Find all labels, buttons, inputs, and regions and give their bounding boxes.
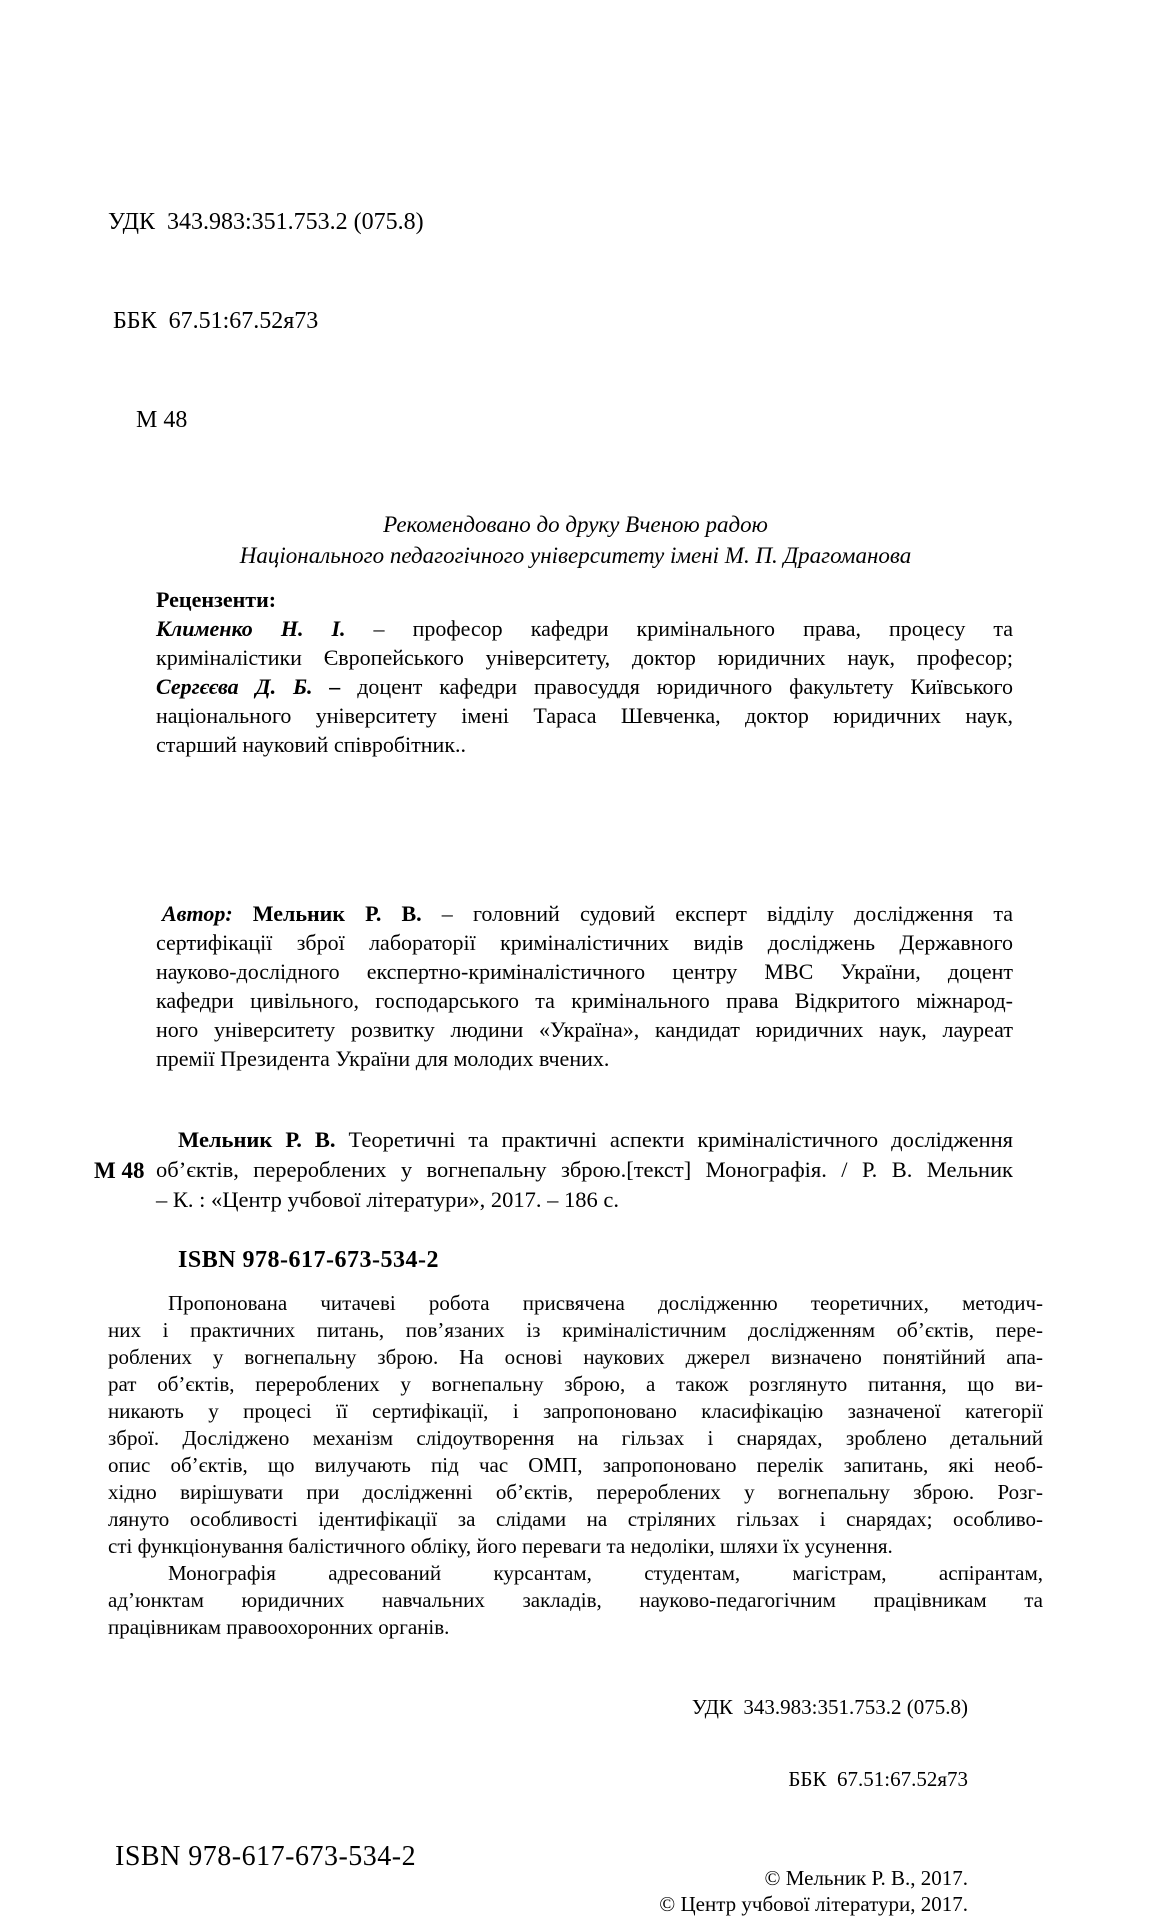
udk-code: УДК 343.983:351.753.2 (075.8) — [108, 209, 424, 235]
abstract-line: них і практичних питань, пов’язаних із криміналістичним дослідженням об’єктів, пере- — [108, 1318, 1043, 1342]
recommendation-line-2: Національного педагогічного університету імені М. П. Драгоманова — [239, 543, 912, 568]
footer-udk-code: УДК 343.983:351.753.2 (075.8) — [691, 1695, 968, 1719]
author-line-4: кафедри цивільного, господарського та кримінального права Відкритого міжнарод- — [156, 988, 1013, 1013]
biblio-author-name: Мельник Р. В. — [178, 1127, 336, 1152]
abstract-line: сті функціонування балістичного обліку, його переваги та недоліки, шляхи їх усунення. — [108, 1534, 893, 1558]
footer-bbk-code: ББК 67.51:67.52я73 — [788, 1767, 968, 1791]
abstract-line: Пропонована читачеві робота присвячена дослідженню теоретичних, методич- — [168, 1291, 1043, 1315]
biblio-line-3: – К. : «Центр учбової літератури», 2017. – 186 с. — [156, 1187, 620, 1212]
recommendation-line-1: Рекомендовано до друку Вченою радою — [383, 512, 768, 537]
author-name: Мельник Р. В. — [232, 901, 422, 926]
margin-book-code: М 48 — [94, 1158, 145, 1183]
reviewer-1-title-part: – професор кафедри кримінального права, процесу та — [345, 616, 1013, 641]
copyright-publisher: © Центр учбової літератури, 2017. — [659, 1892, 968, 1916]
author-line-3: науково-дослідного експертно-криміналістичного центру МВС України, доцент — [156, 959, 1013, 984]
reviewers-heading: Рецензенти: — [156, 587, 277, 612]
author-line-5: ного університету розвитку людини «Україна», кандидат юридичних наук, лауреат — [156, 1017, 1013, 1042]
author-title-part: – головний судовий експерт відділу дослідження та — [421, 901, 1013, 926]
bibliographic-record — [94, 1125, 1013, 1215]
abstract-line: рат об’єктів, перероблених у вогнепальну зброю, а також розглянуто питання, що ви- — [108, 1372, 1043, 1396]
reviewer-1-line-1 — [156, 614, 1013, 643]
recommendation-note — [108, 509, 1043, 571]
audience-line: працівникам правоохоронних органів. — [108, 1615, 450, 1639]
author-line-6: премії Президента України для молодих вчених. — [156, 1046, 610, 1071]
isbn-footer: ISBN 978-617-673-534-2 — [115, 1841, 417, 1872]
reviewer-1-name: Клименко Н. І. — [156, 616, 346, 641]
book-code: М 48 — [136, 407, 188, 433]
footer-bottom-row — [108, 1841, 1043, 1917]
audience-line: Монографія адресований курсантам, студентам, магістрам, аспірантам, — [168, 1561, 1043, 1585]
copyright-author: © Мельник Р. В., 2017. — [764, 1866, 968, 1890]
biblio-line-2: об’єктів, перероблених у вогнепальну зброю.[текст] Монографія. / Р. В. Мельник — [156, 1157, 1013, 1182]
abstract-line: роблених у вогнепальну зброю. На основі наукових джерел визначено понятійний апа- — [108, 1345, 1043, 1369]
author-block — [156, 899, 1013, 1073]
reviewer-2-title-part: доцент кафедри правосуддя юридичного факультету Київського — [340, 674, 1014, 699]
copyright-block — [659, 1865, 968, 1917]
footer-codes-block — [108, 1647, 968, 1839]
abstract-line: опис об’єктів, що вилучають під час ОМП, запропоновано перелік запитань, які необ- — [108, 1453, 1043, 1477]
reviewer-2-line-3: старший науковий співробітник.. — [156, 732, 467, 757]
isbn-heading: ISBN 978-617-673-534-2 — [178, 1247, 439, 1273]
audience-line: ад’юнктам юридичних навчальних закладів, науково-педагогічним працівникам та — [108, 1588, 1043, 1612]
biblio-title-part: Теоретичні та практичні аспекти криміналістичного дослідження — [335, 1127, 1013, 1152]
reviewer-2-line-1 — [156, 672, 1013, 701]
bbk-code: ББК 67.51:67.52я73 — [113, 308, 319, 334]
reviewer-2-line-2: національного університету імені Тараса Шевченка, доктор юридичних наук, — [156, 703, 1013, 728]
abstract-line: хідно вирішувати при дослідженні об’єктів, перероблених у вогнепальну зброю. Розг- — [108, 1480, 1043, 1504]
abstract-line: лянуто особливості ідентифікації за слідами на стріляних гільзах і снарядах; особливо- — [108, 1507, 1043, 1531]
author-label: Автор: — [162, 901, 233, 926]
biblio-line-1 — [156, 1125, 1013, 1155]
author-line-1 — [156, 899, 1013, 928]
top-codes-block — [108, 140, 1043, 503]
abstract-block — [108, 1290, 1043, 1641]
author-line-2: сертифікації зброї лабораторії криміналістичних видів досліджень Державного — [156, 930, 1013, 955]
abstract-line: никають у процесі її сертифікації, і запропоновано класифікацію зазначеної категорії — [108, 1399, 1043, 1423]
reviewer-1-line-2: криміналістики Європейського університету, доктор юридичних наук, професор; — [156, 645, 1013, 670]
abstract-line: зброї. Досліджено механізм слідоутворення на гільзах і снарядах, зроблено детальний — [108, 1426, 1043, 1450]
reviewer-2-name: Сергєєва Д. Б. – — [156, 674, 341, 699]
reviewers-block — [156, 585, 1013, 759]
